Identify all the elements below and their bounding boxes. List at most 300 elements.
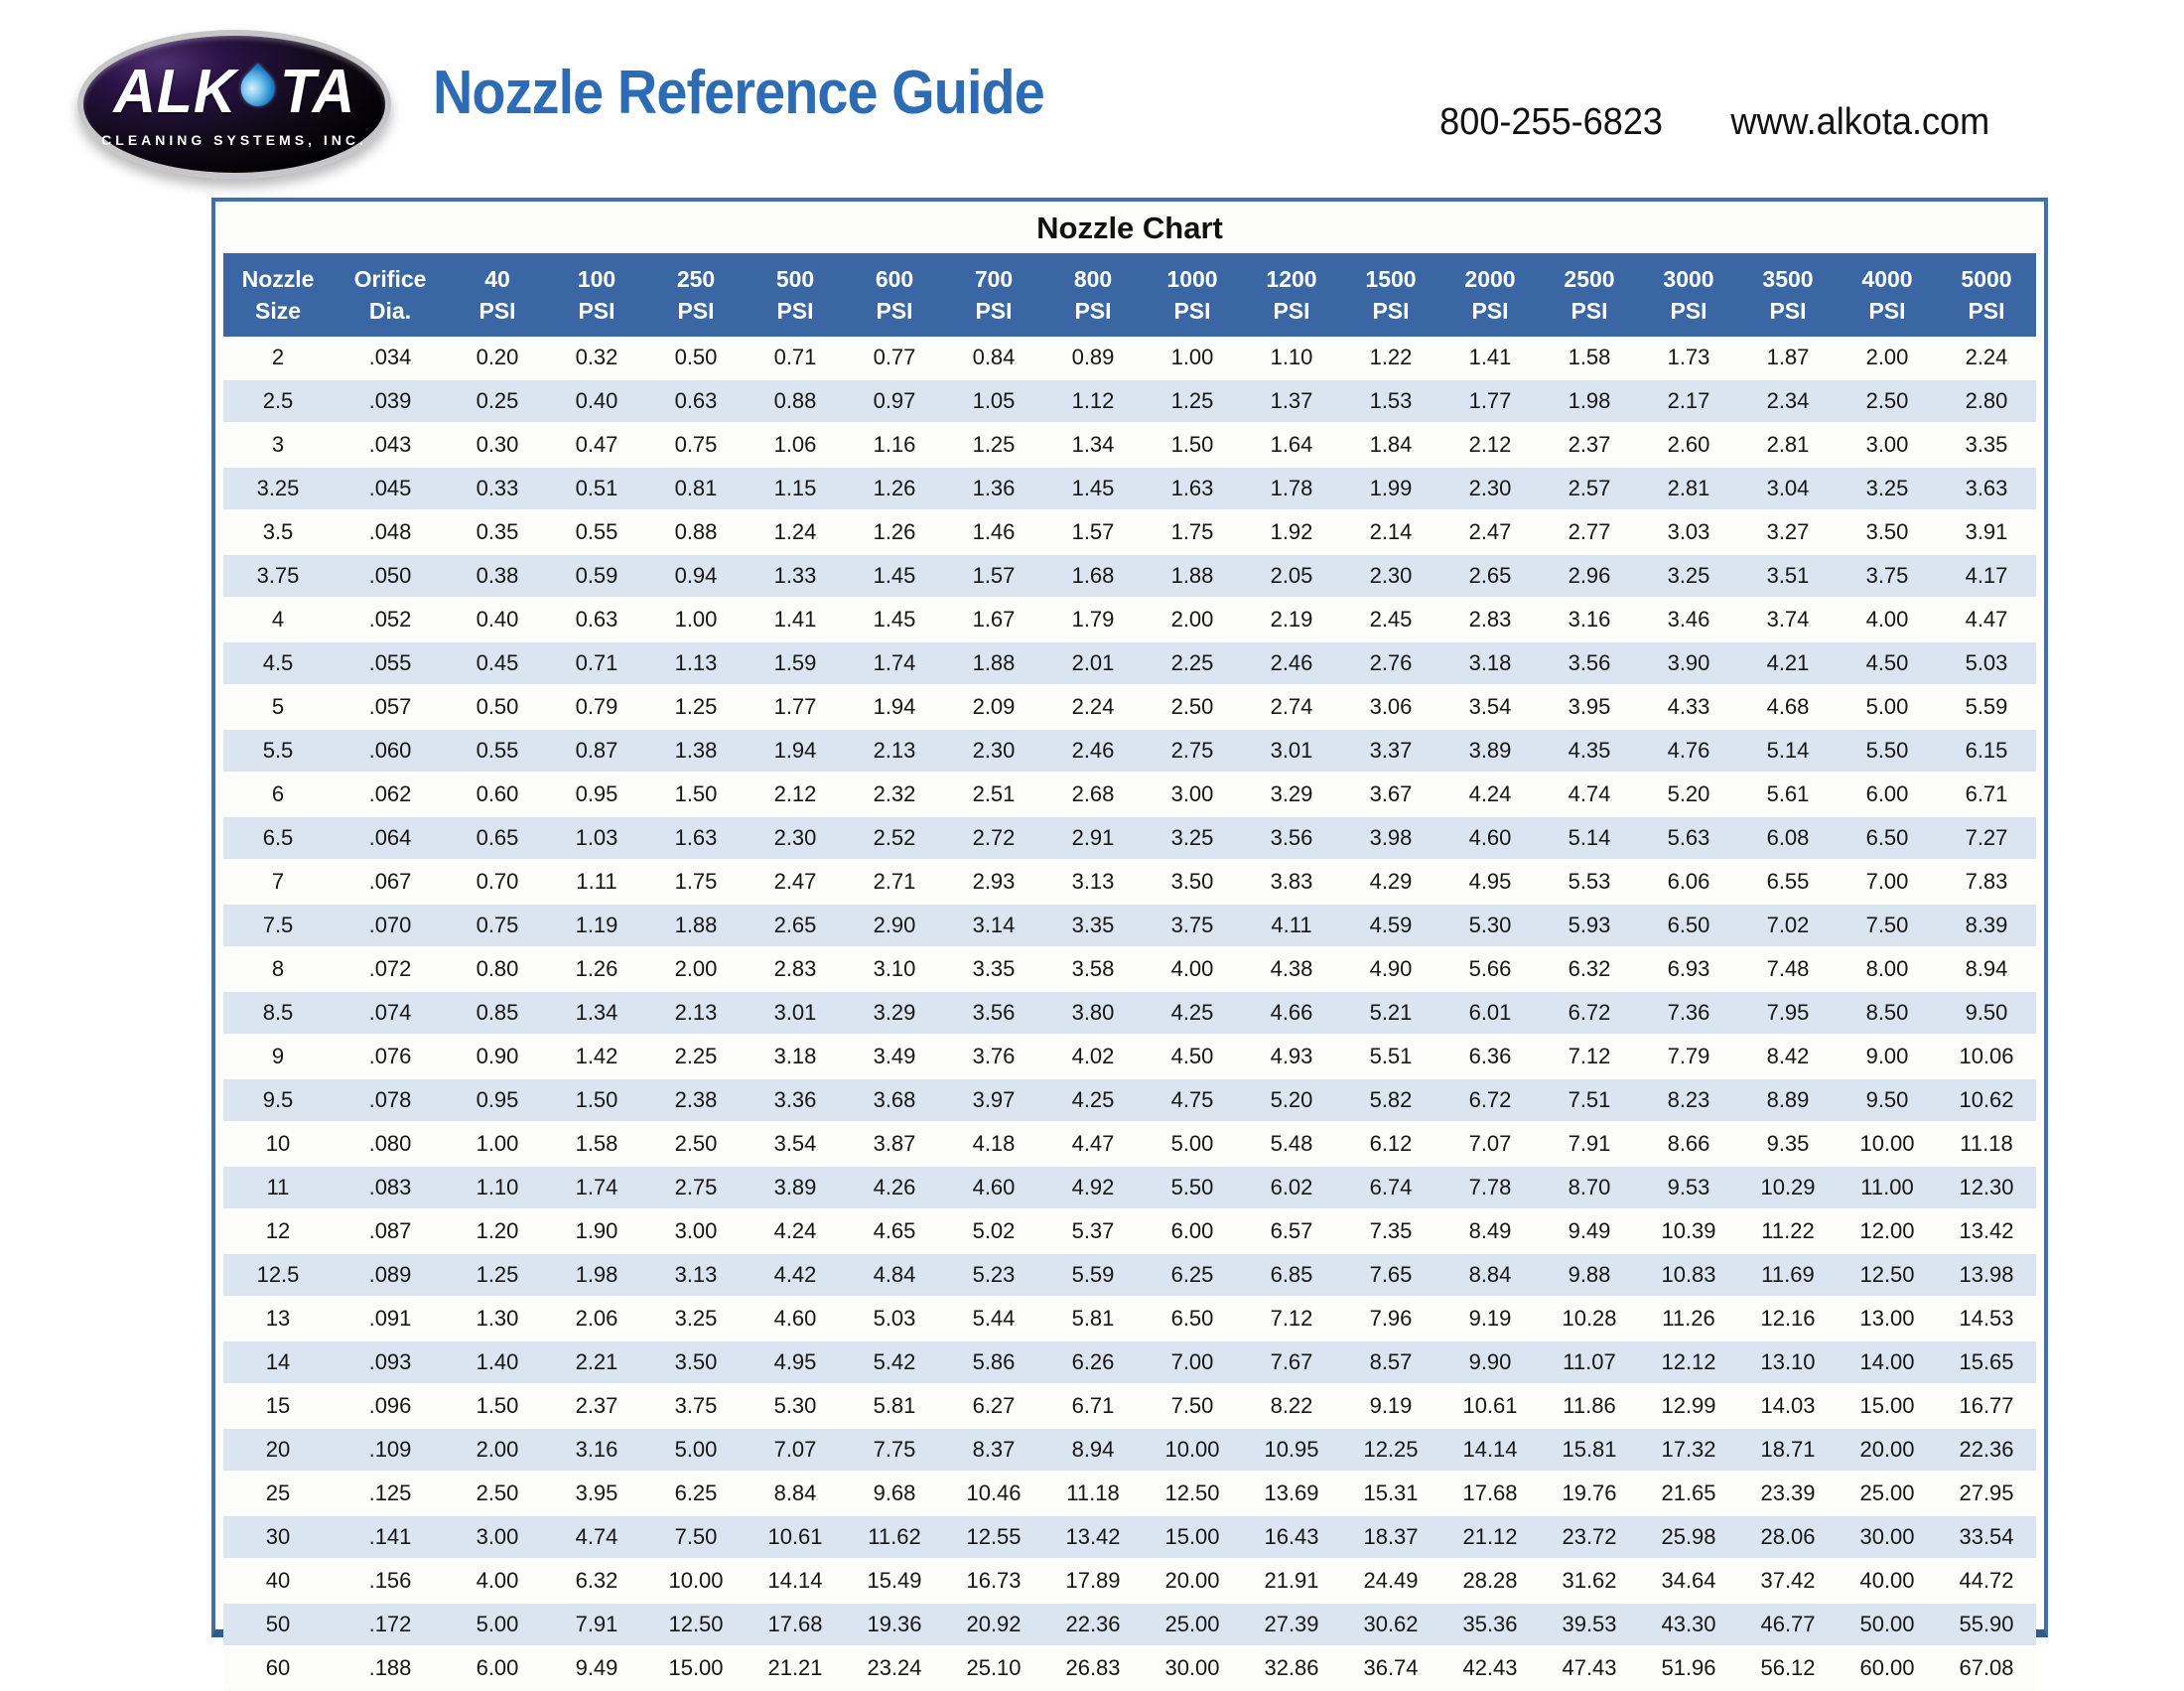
table-cell: 9.50 (1865, 1087, 1909, 1112)
table-cell: 1.73 (1667, 345, 1710, 369)
table-cell: 7.83 (1965, 869, 2008, 894)
table-cell: 0.63 (674, 388, 718, 413)
column-header: 600 PSI (845, 253, 944, 337)
table-cell: 1.06 (773, 432, 817, 457)
table-cell: 7.00 (1865, 869, 1909, 894)
table-cell: 1.46 (972, 519, 1016, 544)
table-cell: 1.38 (674, 738, 718, 763)
table-cell: 1.53 (1369, 388, 1413, 413)
column-header: 250 PSI (646, 253, 746, 337)
table-cell: 5.81 (873, 1393, 916, 1418)
table-cell: .093 (368, 1349, 412, 1374)
table-cell: 2.47 (1468, 519, 1512, 544)
table-cell: 1.68 (1071, 563, 1115, 588)
table-cell: 4.93 (1270, 1044, 1313, 1068)
table-cell: 7.07 (1468, 1131, 1512, 1156)
table-cell: 4.17 (1965, 563, 2008, 588)
table-cell: 3.35 (1071, 913, 1115, 937)
table-cell: .052 (368, 607, 412, 632)
table-cell: 6.15 (1965, 738, 2008, 763)
table-cell: 60 (265, 1655, 291, 1680)
table-cell: 7.50 (1170, 1393, 1214, 1418)
table-cell: 3.00 (1170, 781, 1214, 806)
column-header: 1000 PSI (1143, 253, 1242, 337)
table-cell: .089 (368, 1262, 412, 1287)
table-cell: 1.58 (1568, 345, 1611, 369)
table-cell: 30.00 (1859, 1524, 1915, 1549)
table-cell: 1.63 (1170, 476, 1214, 500)
table-cell: .067 (368, 869, 412, 894)
table-cell: .055 (368, 650, 412, 675)
table-cell: 7.75 (873, 1437, 916, 1462)
table-cell: 30 (265, 1524, 291, 1549)
table-cell: 3.87 (873, 1131, 916, 1156)
table-cell: 47.43 (1562, 1655, 1617, 1680)
table-cell: 2.30 (972, 738, 1016, 763)
table-cell: 1.64 (1270, 432, 1313, 457)
table-row (223, 1166, 2036, 1209)
table-cell: 9 (271, 1044, 285, 1068)
table-cell: 1.25 (674, 694, 718, 719)
table-cell: 5.63 (1667, 825, 1710, 850)
table-cell: 3.18 (1468, 650, 1512, 675)
table-cell: 56.12 (1760, 1655, 1816, 1680)
table-cell: 9.19 (1369, 1393, 1413, 1418)
table-row (223, 1035, 2036, 1078)
table-cell: 6.25 (1170, 1262, 1214, 1287)
table-cell: 18.37 (1363, 1524, 1419, 1549)
table-cell: 43.30 (1661, 1612, 1716, 1636)
table-cell: 2.83 (773, 956, 817, 981)
table-cell: .072 (368, 956, 412, 981)
alkota-logo (77, 30, 391, 179)
table-cell: 4.92 (1071, 1175, 1115, 1199)
table-cell: 21.91 (1264, 1568, 1319, 1593)
table-row (223, 947, 2036, 991)
table-cell: 19.36 (867, 1612, 922, 1636)
table-cell: 2.52 (873, 825, 916, 850)
table-cell: 16.73 (966, 1568, 1022, 1593)
table-cell: .091 (368, 1306, 412, 1331)
table-cell: 1.25 (1170, 388, 1214, 413)
table-cell: 7.95 (1766, 1000, 1810, 1025)
column-header: 3000 PSI (1639, 253, 1738, 337)
table-cell: 14.00 (1859, 1349, 1915, 1374)
table-cell: 2.00 (1865, 345, 1909, 369)
table-cell: 5.51 (1369, 1044, 1413, 1068)
table-cell: 4.47 (1071, 1131, 1115, 1156)
table-cell: 4.00 (1865, 607, 1909, 632)
table-cell: 0.95 (476, 1087, 519, 1112)
table-cell: 0.20 (476, 345, 519, 369)
table-cell: 2.12 (1468, 432, 1512, 457)
table-cell: 40.00 (1859, 1568, 1915, 1593)
table-cell: 55.90 (1959, 1612, 2014, 1636)
table-cell: 5.59 (1965, 694, 2008, 719)
table-cell: 3.25 (1667, 563, 1710, 588)
table-cell: 0.50 (674, 345, 718, 369)
table-cell: 2.09 (972, 694, 1016, 719)
table-cell: .048 (368, 519, 412, 544)
table-cell: 2.71 (873, 869, 916, 894)
table-cell: 21.65 (1661, 1480, 1716, 1505)
column-header: 5000 PSI (1937, 253, 2036, 337)
table-cell: 0.88 (674, 519, 718, 544)
table-row (223, 729, 2036, 773)
table-cell: 4.75 (1170, 1087, 1214, 1112)
table-cell: 3.10 (873, 956, 916, 981)
table-cell: 2.76 (1369, 650, 1413, 675)
table-cell: 3.06 (1369, 694, 1413, 719)
table-cell: 11.86 (1563, 1393, 1616, 1418)
table-cell: .125 (368, 1480, 412, 1505)
table-row (223, 598, 2036, 641)
table-cell: 2.25 (1170, 650, 1214, 675)
table-cell: 28.06 (1760, 1524, 1816, 1549)
column-header: 40 PSI (448, 253, 547, 337)
table-cell: 2.45 (1369, 607, 1413, 632)
table-cell: 13.42 (1065, 1524, 1121, 1549)
table-cell: 1.41 (1468, 345, 1512, 369)
table-cell: 7.78 (1468, 1175, 1512, 1199)
table-cell: 6.00 (476, 1655, 519, 1680)
table-cell: 1.99 (1369, 476, 1413, 500)
table-cell: 2.50 (476, 1480, 519, 1505)
table-cell: 11.18 (1960, 1131, 2013, 1156)
nozzle-table-body (223, 337, 2036, 1690)
table-cell: 4.42 (773, 1262, 817, 1287)
table-cell: 3.16 (575, 1437, 618, 1462)
table-cell: 0.55 (575, 519, 618, 544)
table-cell: 7.5 (262, 913, 294, 937)
table-cell: 0.55 (476, 738, 519, 763)
table-cell: 33.54 (1959, 1524, 2014, 1549)
table-cell: 1.74 (873, 650, 916, 675)
table-cell: 3.29 (873, 1000, 916, 1025)
table-cell: 0.70 (476, 869, 519, 894)
table-cell: 0.38 (476, 563, 519, 588)
table-cell: 1.50 (1170, 432, 1214, 457)
table-cell: 5.14 (1766, 738, 1810, 763)
table-cell: 9.90 (1468, 1349, 1512, 1374)
table-cell: 2.00 (674, 956, 718, 981)
table-cell: 4.18 (972, 1131, 1016, 1156)
table-cell: 5.20 (1667, 781, 1710, 806)
table-cell: 0.71 (575, 650, 618, 675)
table-cell: 3.5 (262, 519, 294, 544)
table-cell: .109 (368, 1437, 412, 1462)
table-cell: 12.55 (966, 1524, 1022, 1549)
table-cell: 2.12 (773, 781, 817, 806)
table-cell: .141 (368, 1524, 412, 1549)
table-cell: .043 (368, 432, 412, 457)
table-cell: 1.30 (476, 1306, 519, 1331)
table-cell: 4.47 (1965, 607, 2008, 632)
table-cell: 5.5 (262, 738, 294, 763)
table-cell: 50 (265, 1612, 291, 1636)
table-cell: 13 (265, 1306, 291, 1331)
column-header: 800 PSI (1043, 253, 1143, 337)
table-cell: 3.25 (256, 476, 300, 500)
table-cell: 3.00 (476, 1524, 519, 1549)
table-cell: 0.87 (575, 738, 618, 763)
website-link: www.alkota.com (1730, 101, 1989, 143)
table-cell: 1.98 (1568, 388, 1611, 413)
table-cell: 21.12 (1462, 1524, 1518, 1549)
table-cell: 44.72 (1959, 1568, 2014, 1593)
table-cell: 5.14 (1568, 825, 1611, 850)
table-cell: 10.61 (767, 1524, 823, 1549)
table-cell: 1.19 (575, 913, 618, 937)
logo-text-right: TA (279, 57, 355, 126)
table-cell: .057 (368, 694, 412, 719)
table-cell: 4.25 (1170, 1000, 1214, 1025)
table-cell: 4.24 (773, 1218, 817, 1243)
table-cell: 3.03 (1667, 519, 1710, 544)
table-cell: 25.98 (1661, 1524, 1716, 1549)
table-cell: 34.64 (1661, 1568, 1716, 1593)
table-cell: 13.42 (1959, 1218, 2014, 1243)
table-cell: 2.68 (1071, 781, 1115, 806)
table-cell: 1.57 (1071, 519, 1115, 544)
table-cell: 4.50 (1170, 1044, 1214, 1068)
table-row (223, 1472, 2036, 1515)
table-cell: 24.49 (1363, 1568, 1419, 1593)
table-cell: 4.25 (1071, 1087, 1115, 1112)
table-cell: 0.94 (674, 563, 718, 588)
table-cell: 0.51 (575, 476, 618, 500)
table-cell: 12.00 (1859, 1218, 1915, 1243)
table-cell: 8.42 (1766, 1044, 1810, 1068)
table-cell: 3.25 (674, 1306, 718, 1331)
table-cell: 32.86 (1264, 1655, 1319, 1680)
table-cell: 10.61 (1462, 1393, 1518, 1418)
table-cell: 3.83 (1270, 869, 1313, 894)
table-cell: 0.47 (575, 432, 618, 457)
table-cell: 5.48 (1270, 1131, 1313, 1156)
table-cell: 10.95 (1264, 1437, 1319, 1462)
nozzle-chart-panel (211, 198, 2048, 1680)
table-cell: 5.93 (1568, 913, 1611, 937)
table-cell: 8.49 (1468, 1218, 1512, 1243)
table-cell: 6.00 (1170, 1218, 1214, 1243)
table-cell: 4.00 (476, 1568, 519, 1593)
table-cell: 3.29 (1270, 781, 1313, 806)
table-cell: 1.34 (1071, 432, 1115, 457)
table-cell: 5.82 (1369, 1087, 1413, 1112)
table-cell: 2.65 (1468, 563, 1512, 588)
table-cell: 1.22 (1369, 345, 1413, 369)
table-cell: 46.77 (1760, 1612, 1816, 1636)
table-cell: 7.27 (1965, 825, 2008, 850)
table-cell: 0.40 (476, 607, 519, 632)
column-header: Orifice Dia. (333, 253, 448, 337)
table-cell: 3.27 (1766, 519, 1810, 544)
table-cell: 31.62 (1562, 1568, 1617, 1593)
table-cell: 7.12 (1568, 1044, 1611, 1068)
table-cell: 0.65 (476, 825, 519, 850)
table-cell: 1.13 (674, 650, 718, 675)
table-cell: 3.76 (972, 1044, 1016, 1068)
table-cell: 6.72 (1568, 1000, 1611, 1025)
table-cell: 30.62 (1363, 1612, 1419, 1636)
table-cell: 3.58 (1071, 956, 1115, 981)
table-cell: 5.61 (1766, 781, 1810, 806)
table-cell: 17.68 (1462, 1480, 1518, 1505)
column-header: 1200 PSI (1242, 253, 1341, 337)
table-cell: 28.28 (1462, 1568, 1518, 1593)
table-cell: 2.24 (1965, 345, 2008, 369)
table-cell: 1.26 (575, 956, 618, 981)
table-cell: 2.01 (1071, 650, 1115, 675)
table-cell: 9.5 (262, 1087, 294, 1112)
table-cell: 26.83 (1065, 1655, 1121, 1680)
table-cell: 40 (265, 1568, 291, 1593)
table-row (223, 337, 2036, 379)
table-cell: 4.95 (773, 1349, 817, 1374)
table-cell: .076 (368, 1044, 412, 1068)
table-cell: 6.27 (972, 1393, 1016, 1418)
table-cell: 6.06 (1667, 869, 1710, 894)
table-cell: 7.51 (1568, 1087, 1611, 1112)
table-row (223, 467, 2036, 510)
table-cell: 6.26 (1071, 1349, 1115, 1374)
table-cell: 7.67 (1270, 1349, 1313, 1374)
table-cell: 1.63 (674, 825, 718, 850)
table-cell: 4.74 (575, 1524, 618, 1549)
table-cell: 7.12 (1270, 1306, 1313, 1331)
table-cell: 25 (265, 1480, 291, 1505)
table-cell: 6.71 (1071, 1393, 1115, 1418)
table-cell: 2.5 (262, 388, 294, 413)
table-cell: .156 (368, 1568, 412, 1593)
table-cell: 1.88 (972, 650, 1016, 675)
table-cell: 4.00 (1170, 956, 1214, 981)
nozzle-table (223, 253, 2036, 1691)
table-cell: 36.74 (1363, 1655, 1419, 1680)
table-cell: 18.71 (1760, 1437, 1816, 1462)
table-cell: 23.39 (1760, 1480, 1816, 1505)
table-cell: 2.93 (972, 869, 1016, 894)
water-drop-icon (234, 63, 282, 113)
table-cell: 12.50 (668, 1612, 724, 1636)
column-header: 2000 PSI (1440, 253, 1540, 337)
table-cell: 6.85 (1270, 1262, 1313, 1287)
table-cell: 4.11 (1271, 913, 1312, 937)
table-cell: .078 (368, 1087, 412, 1112)
table-cell: 9.00 (1865, 1044, 1909, 1068)
table-cell: 0.85 (476, 1000, 519, 1025)
table-cell: 8.57 (1369, 1349, 1413, 1374)
column-header: 3500 PSI (1738, 253, 1838, 337)
table-cell: 2.30 (1468, 476, 1512, 500)
table-cell: 3.14 (972, 913, 1016, 937)
logo-subtext: CLEANING SYSTEMS, INC. (101, 131, 367, 148)
table-cell: 2.00 (1170, 607, 1214, 632)
table-cell: .188 (368, 1655, 412, 1680)
table-cell: 42.43 (1462, 1655, 1518, 1680)
table-cell: 2.50 (674, 1131, 718, 1156)
table-cell: 7 (271, 869, 285, 894)
table-cell: 3.89 (773, 1175, 817, 1199)
table-cell: 3.75 (1170, 913, 1214, 937)
table-cell: 0.97 (873, 388, 916, 413)
table-cell: 3.25 (1865, 476, 1909, 500)
table-cell: 1.12 (1071, 388, 1115, 413)
table-cell: 2.75 (674, 1175, 718, 1199)
table-cell: 8.00 (1865, 956, 1909, 981)
table-cell: 13.69 (1264, 1480, 1319, 1505)
table-cell: 4.38 (1270, 956, 1313, 981)
table-cell: 12 (265, 1218, 291, 1243)
table-cell: 4.65 (873, 1218, 916, 1243)
table-cell: 17.89 (1065, 1568, 1121, 1593)
table-cell: 11.18 (1066, 1480, 1120, 1505)
table-row (223, 1559, 2036, 1603)
table-cell: 0.33 (476, 476, 519, 500)
table-cell: 2.51 (972, 781, 1016, 806)
table-cell: 25.00 (1859, 1480, 1915, 1505)
table-cell: 1.92 (1270, 519, 1313, 544)
table-cell: 4.68 (1766, 694, 1810, 719)
table-cell: 3.35 (1965, 432, 2008, 457)
table-cell: 2.77 (1568, 519, 1611, 544)
table-cell: 8.84 (773, 1480, 817, 1505)
table-cell: 1.57 (972, 563, 1016, 588)
table-cell: 7.35 (1369, 1218, 1413, 1243)
table-cell: 6.00 (1865, 781, 1909, 806)
table-cell: 0.50 (476, 694, 519, 719)
table-cell: 8.84 (1468, 1262, 1512, 1287)
table-cell: 2.47 (773, 869, 817, 894)
logo-wordmark (113, 57, 355, 126)
table-cell: 2.65 (773, 913, 817, 937)
table-cell: 3.56 (1568, 650, 1611, 675)
table-cell: 15.81 (1562, 1437, 1617, 1462)
table-cell: .064 (368, 825, 412, 850)
table-cell: 12.50 (1859, 1262, 1915, 1287)
table-cell: 1.50 (674, 781, 718, 806)
table-cell: 10.46 (966, 1480, 1022, 1505)
table-cell: 2.30 (1369, 563, 1413, 588)
table-cell: 5.20 (1270, 1087, 1313, 1112)
table-cell: 8.39 (1965, 913, 2008, 937)
table-cell: 20 (265, 1437, 291, 1462)
table-cell: 6.74 (1369, 1175, 1413, 1199)
table-cell: 4.95 (1468, 869, 1512, 894)
table-cell: 3.50 (1170, 869, 1214, 894)
table-cell: 1.88 (1170, 563, 1214, 588)
table-cell: 20.00 (1859, 1437, 1915, 1462)
table-row (223, 1209, 2036, 1253)
table-cell: 51.96 (1661, 1655, 1716, 1680)
contact-info (1439, 101, 1989, 144)
table-cell: 1.45 (873, 607, 916, 632)
table-cell: 2.46 (1270, 650, 1313, 675)
table-cell: 5.00 (674, 1437, 718, 1462)
table-cell: 5.03 (1965, 650, 2008, 675)
table-cell: 12.12 (1661, 1349, 1716, 1374)
table-cell: 2.13 (674, 1000, 718, 1025)
table-cell: .045 (368, 476, 412, 500)
header-row (223, 253, 2036, 337)
table-cell: 11.69 (1761, 1262, 1815, 1287)
table-cell: 6.32 (1568, 956, 1611, 981)
table-cell: 37.42 (1760, 1568, 1816, 1593)
table-cell: 3.36 (773, 1087, 817, 1112)
table-cell: 0.25 (476, 388, 519, 413)
table-cell: 22.36 (1959, 1437, 2014, 1462)
